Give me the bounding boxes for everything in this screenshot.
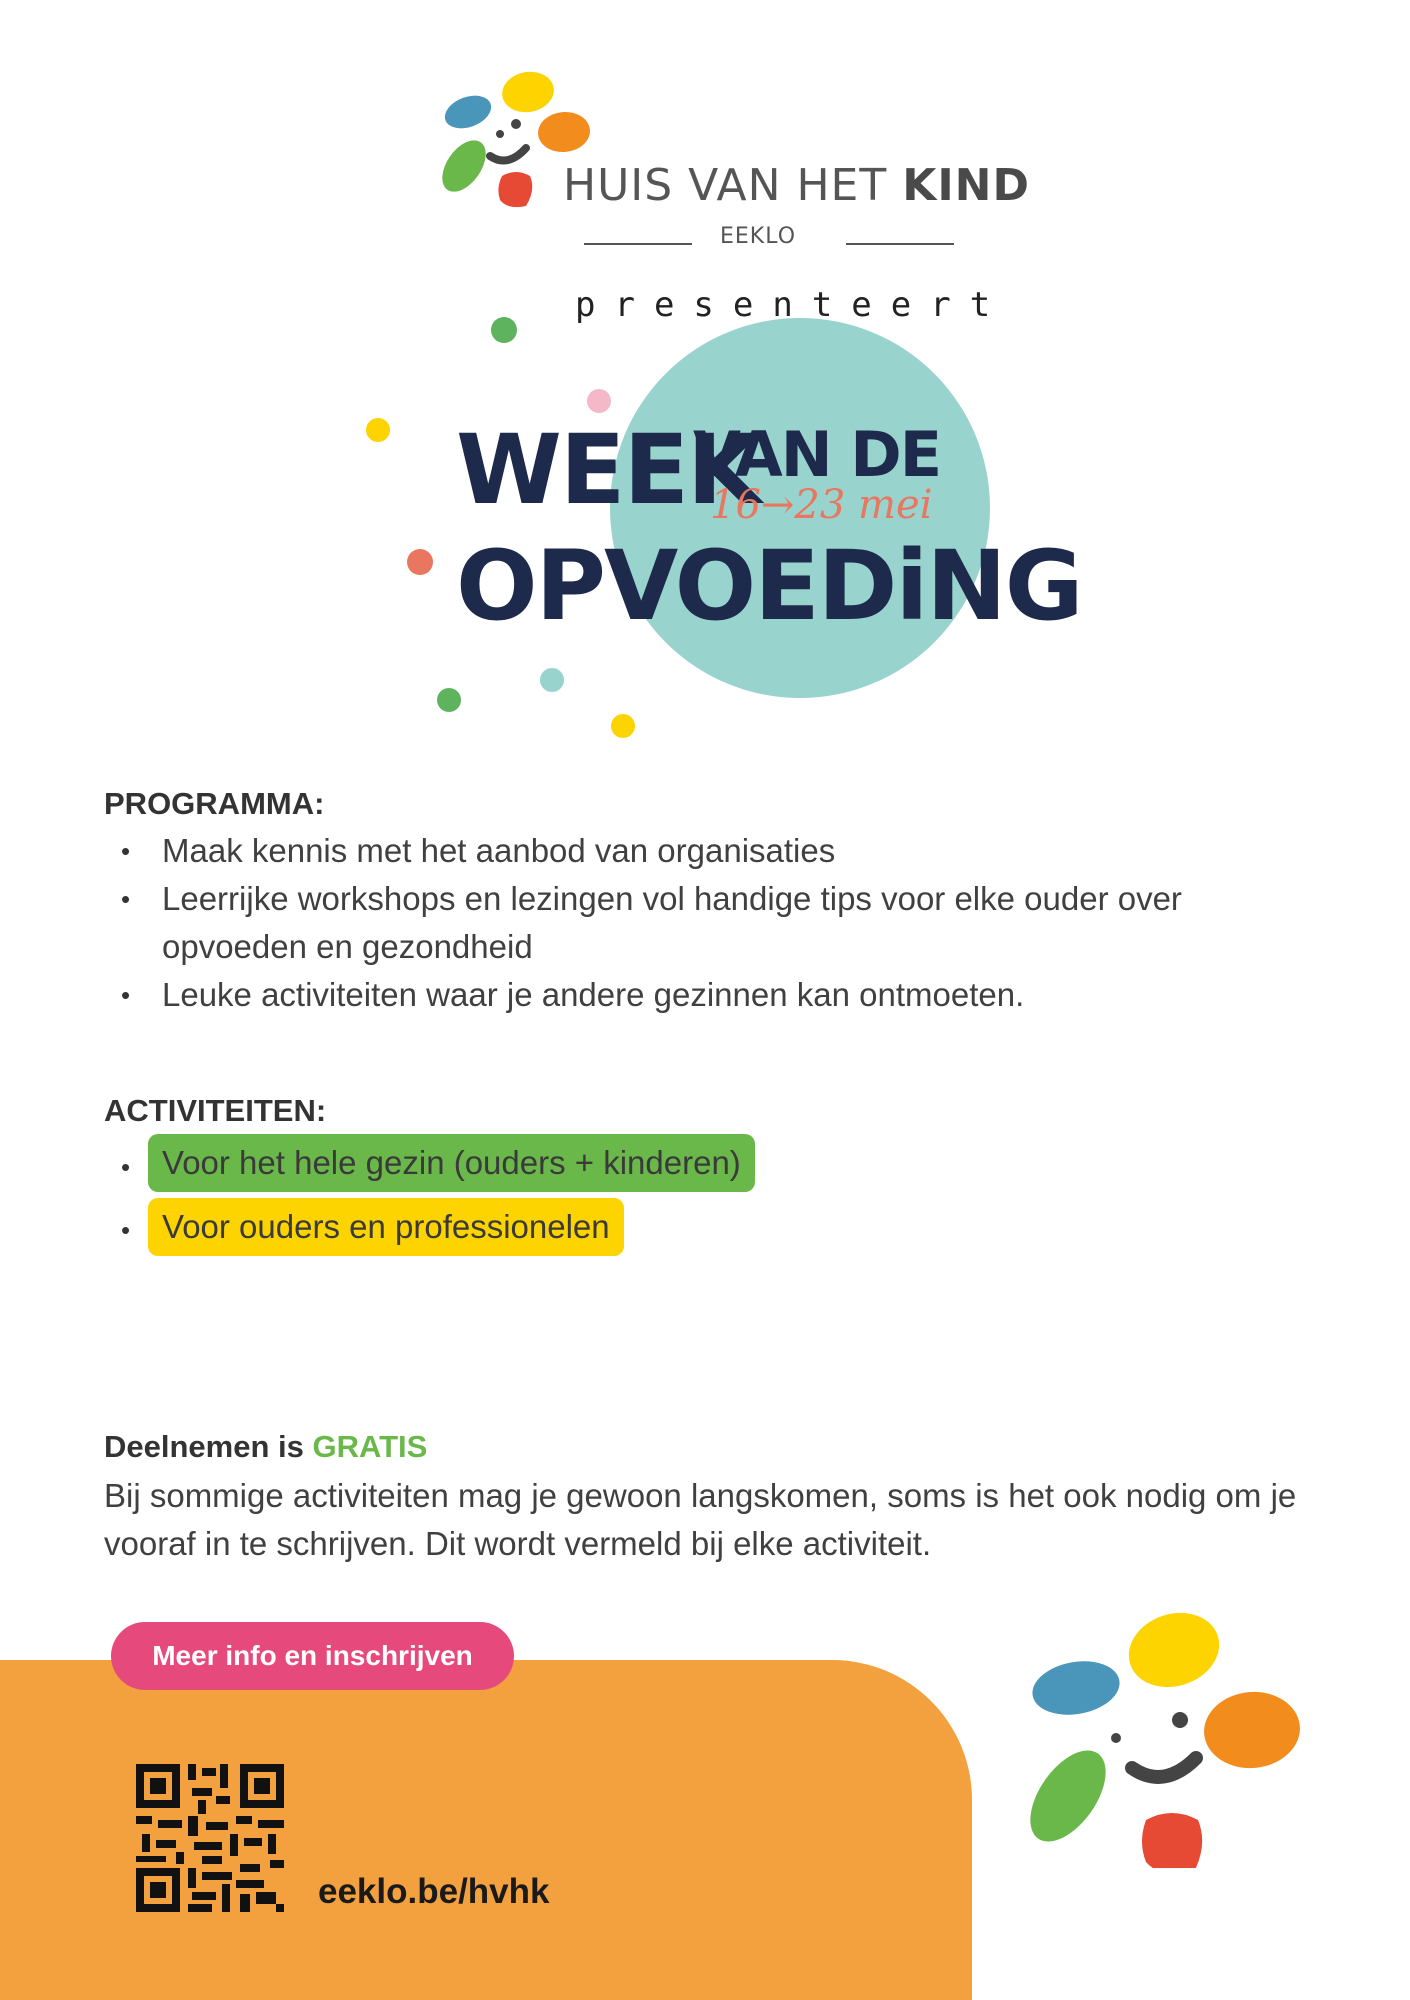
event-word-week: WEEK — [456, 414, 760, 526]
divider-right — [846, 243, 954, 245]
gratis-highlight: GRATIS — [312, 1429, 428, 1464]
presents-text: presenteert — [575, 285, 1010, 325]
list-item: • Leuke activiteiten waar je andere gezinnen kan ontmoeten. — [104, 971, 1284, 1019]
qr-code-icon[interactable] — [136, 1764, 284, 1912]
deelnemen-text: Bij sommige activiteiten mag je gewoon langskomen, soms is het ook nodig om je vooraf in te schrijven. Dit wordt vermeld bij elke activiteit. — [104, 1477, 1297, 1562]
event-dates: 16→23 mei — [710, 482, 933, 528]
list-item: • Leerrijke workshops en lezingen vol handige tips voor elke ouder over opvoeden en gezondheid — [104, 875, 1284, 971]
list-item: • Maak kennis met het aanbod van organisaties — [104, 827, 1284, 875]
activity-family-badge: Voor het hele gezin (ouders + kinderen) — [148, 1134, 755, 1192]
activity-parents-badge: Voor ouders en professionelen — [148, 1198, 624, 1256]
mascot-flower-icon — [1024, 1608, 1314, 1868]
activiteiten-heading: ACTIVITEITEN: — [104, 1093, 327, 1128]
more-info-button[interactable]: Meer info en inschrijven — [111, 1622, 514, 1690]
bullet-icon: • — [121, 1152, 131, 1182]
website-url[interactable]: eeklo.be/hvhk — [318, 1872, 550, 1911]
dot-yellow-left — [366, 418, 390, 442]
dot-green-top — [491, 317, 517, 343]
event-word-van-de: VAN DE — [693, 418, 941, 491]
brand-subtitle: EEKLO — [720, 224, 797, 249]
dot-red — [407, 549, 433, 575]
dot-teal — [540, 668, 564, 692]
dot-green-bottom — [437, 688, 461, 712]
dot-pink — [587, 389, 611, 413]
event-word-opvoeding: OPVOEDiNG — [456, 530, 1082, 642]
bullet-icon: • — [121, 1215, 131, 1245]
brand-title: HUIS VAN HET KIND — [563, 160, 1031, 211]
programma-list — [104, 827, 1284, 1019]
deelnemen-heading: Deelnemen is GRATIS — [104, 1429, 428, 1464]
divider-left — [584, 243, 692, 245]
programma-heading: PROGRAMMA: — [104, 786, 325, 821]
dot-yellow-bottom — [611, 714, 635, 738]
